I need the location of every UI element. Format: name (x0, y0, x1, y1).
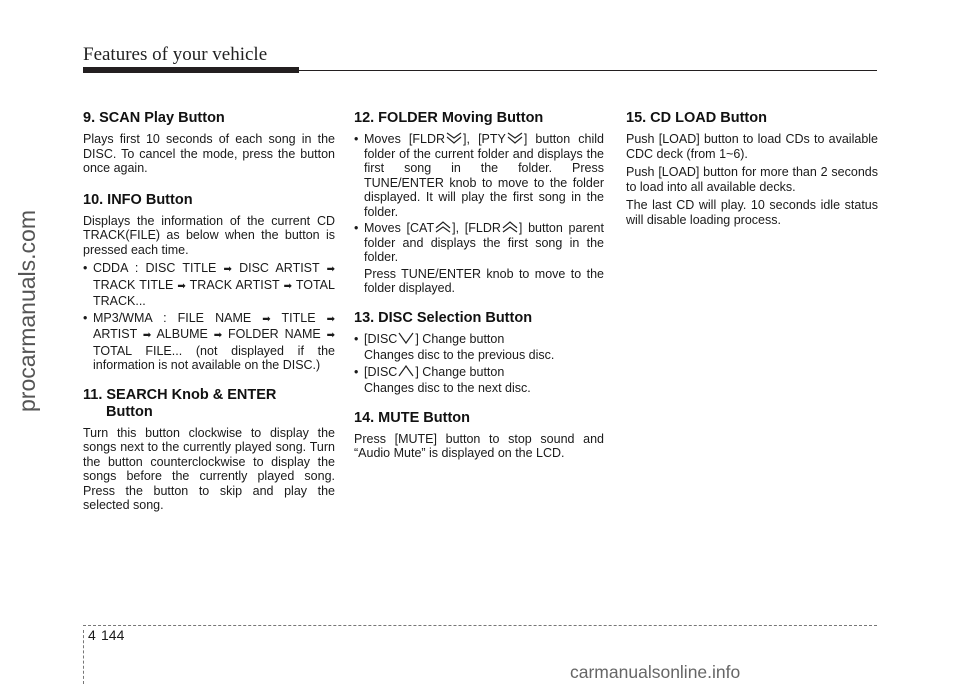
column-middle (354, 110, 604, 465)
right-arrow-icon: ➡ (142, 330, 152, 341)
disc-heading: 13. DISC Selection Button (354, 309, 533, 326)
info-cdda-item: • CDDA : DISC TITLE ➡ DISC ARTIST ➡ TRACK TITLE ➡ TRACK ARTIST ➡ TOTAL TRACK... (83, 261, 335, 309)
column-right (626, 110, 878, 231)
right-arrow-icon: ➡ (223, 264, 232, 275)
right-arrow-icon: ➡ (326, 330, 335, 341)
disc-item-next-note: Changes disc to the next disc. (364, 381, 531, 395)
section-number: 4 (88, 627, 96, 643)
cdload-heading: 15. CD LOAD Button (626, 110, 767, 126)
page-header-title: Features of your vehicle (83, 44, 268, 65)
double-chevron-down-icon (445, 132, 463, 144)
disc-item-previous: • [DISC ] Change button (354, 332, 604, 347)
disc-item-next: • [DISC ] Change button (354, 365, 604, 380)
page-number: 144 (101, 627, 125, 643)
column-left (83, 110, 335, 517)
search-heading: 11. SEARCH Knob & ENTER Button (83, 386, 277, 420)
right-arrow-icon: ➡ (283, 280, 292, 292)
folder-item-parent: • Moves [CAT ], [FLDR ] button parent folder and displays the first song in the folder. (354, 221, 604, 265)
folder-heading: 12. FOLDER Moving Button (354, 110, 544, 126)
disc-item-previous-note: Changes disc to the previous disc. (364, 348, 555, 362)
search-body: Turn this button clockwise to display the songs next to the currently played song. Turn the button counterclockwise to display the songs before the currently played song. Press the button to skip and play the selected song. (83, 425, 335, 512)
info-body: Displays the information of the current CD TRACK(FILE) as below when the button is pressed each time. (83, 213, 335, 257)
double-chevron-up-icon (501, 221, 519, 233)
footer-crop-mark (83, 630, 84, 684)
right-arrow-icon: ➡ (213, 330, 223, 341)
scan-heading: 9. SCAN Play Button (83, 110, 225, 126)
right-arrow-icon: ➡ (262, 313, 271, 325)
bottom-watermark: carmanualsonline.info (570, 662, 741, 682)
mute-heading: 14. MUTE Button (354, 409, 470, 426)
scan-body: Plays first 10 seconds of each song in the DISC. To cancel the mode, press the button once again. (83, 132, 335, 175)
right-arrow-icon: ➡ (177, 280, 186, 292)
header-rule-thick (83, 67, 299, 73)
cdload-para-1: Push [LOAD] button to load CDs to available CDC deck (from 1~6). (626, 132, 878, 161)
mute-body: Press [MUTE] button to stop sound and “Audio Mute” is displayed on the LCD. (354, 431, 604, 460)
folder-item-parent-note: Press TUNE/ENTER knob to move to the folder displayed. (364, 266, 604, 295)
chevron-up-icon (397, 365, 415, 377)
right-arrow-icon: ➡ (326, 264, 335, 275)
footer-rule (83, 625, 877, 626)
right-arrow-icon: ➡ (326, 313, 335, 325)
double-chevron-down-icon (506, 132, 524, 144)
header-rule-thin (299, 70, 877, 71)
folder-item-child: • Moves [FLDR ], [PTY ] button child folder of the current folder and displays the first song in the folder. Press TUNE/ENTER knob to move to the folder displayed. It will play the first song in the folder. (354, 132, 604, 219)
info-heading: 10. INFO Button (83, 191, 193, 208)
info-mp3-item: • MP3/WMA : FILE NAME ➡ TITLE ➡ ARTIST ➡ ALBUME ➡ FOLDER NAME ➡ TOTAL FILE... (not displayed if the information is not available on the DISC.) (83, 311, 335, 373)
double-chevron-up-icon (434, 221, 452, 233)
chevron-down-icon (397, 332, 415, 344)
cdload-para-3: The last CD will play. 10 seconds idle status will disable loading process. (626, 198, 878, 227)
cdload-para-2: Push [LOAD] button for more than 2 seconds to load into all available decks. (626, 165, 878, 194)
side-watermark: procarmanuals.com (14, 210, 40, 412)
